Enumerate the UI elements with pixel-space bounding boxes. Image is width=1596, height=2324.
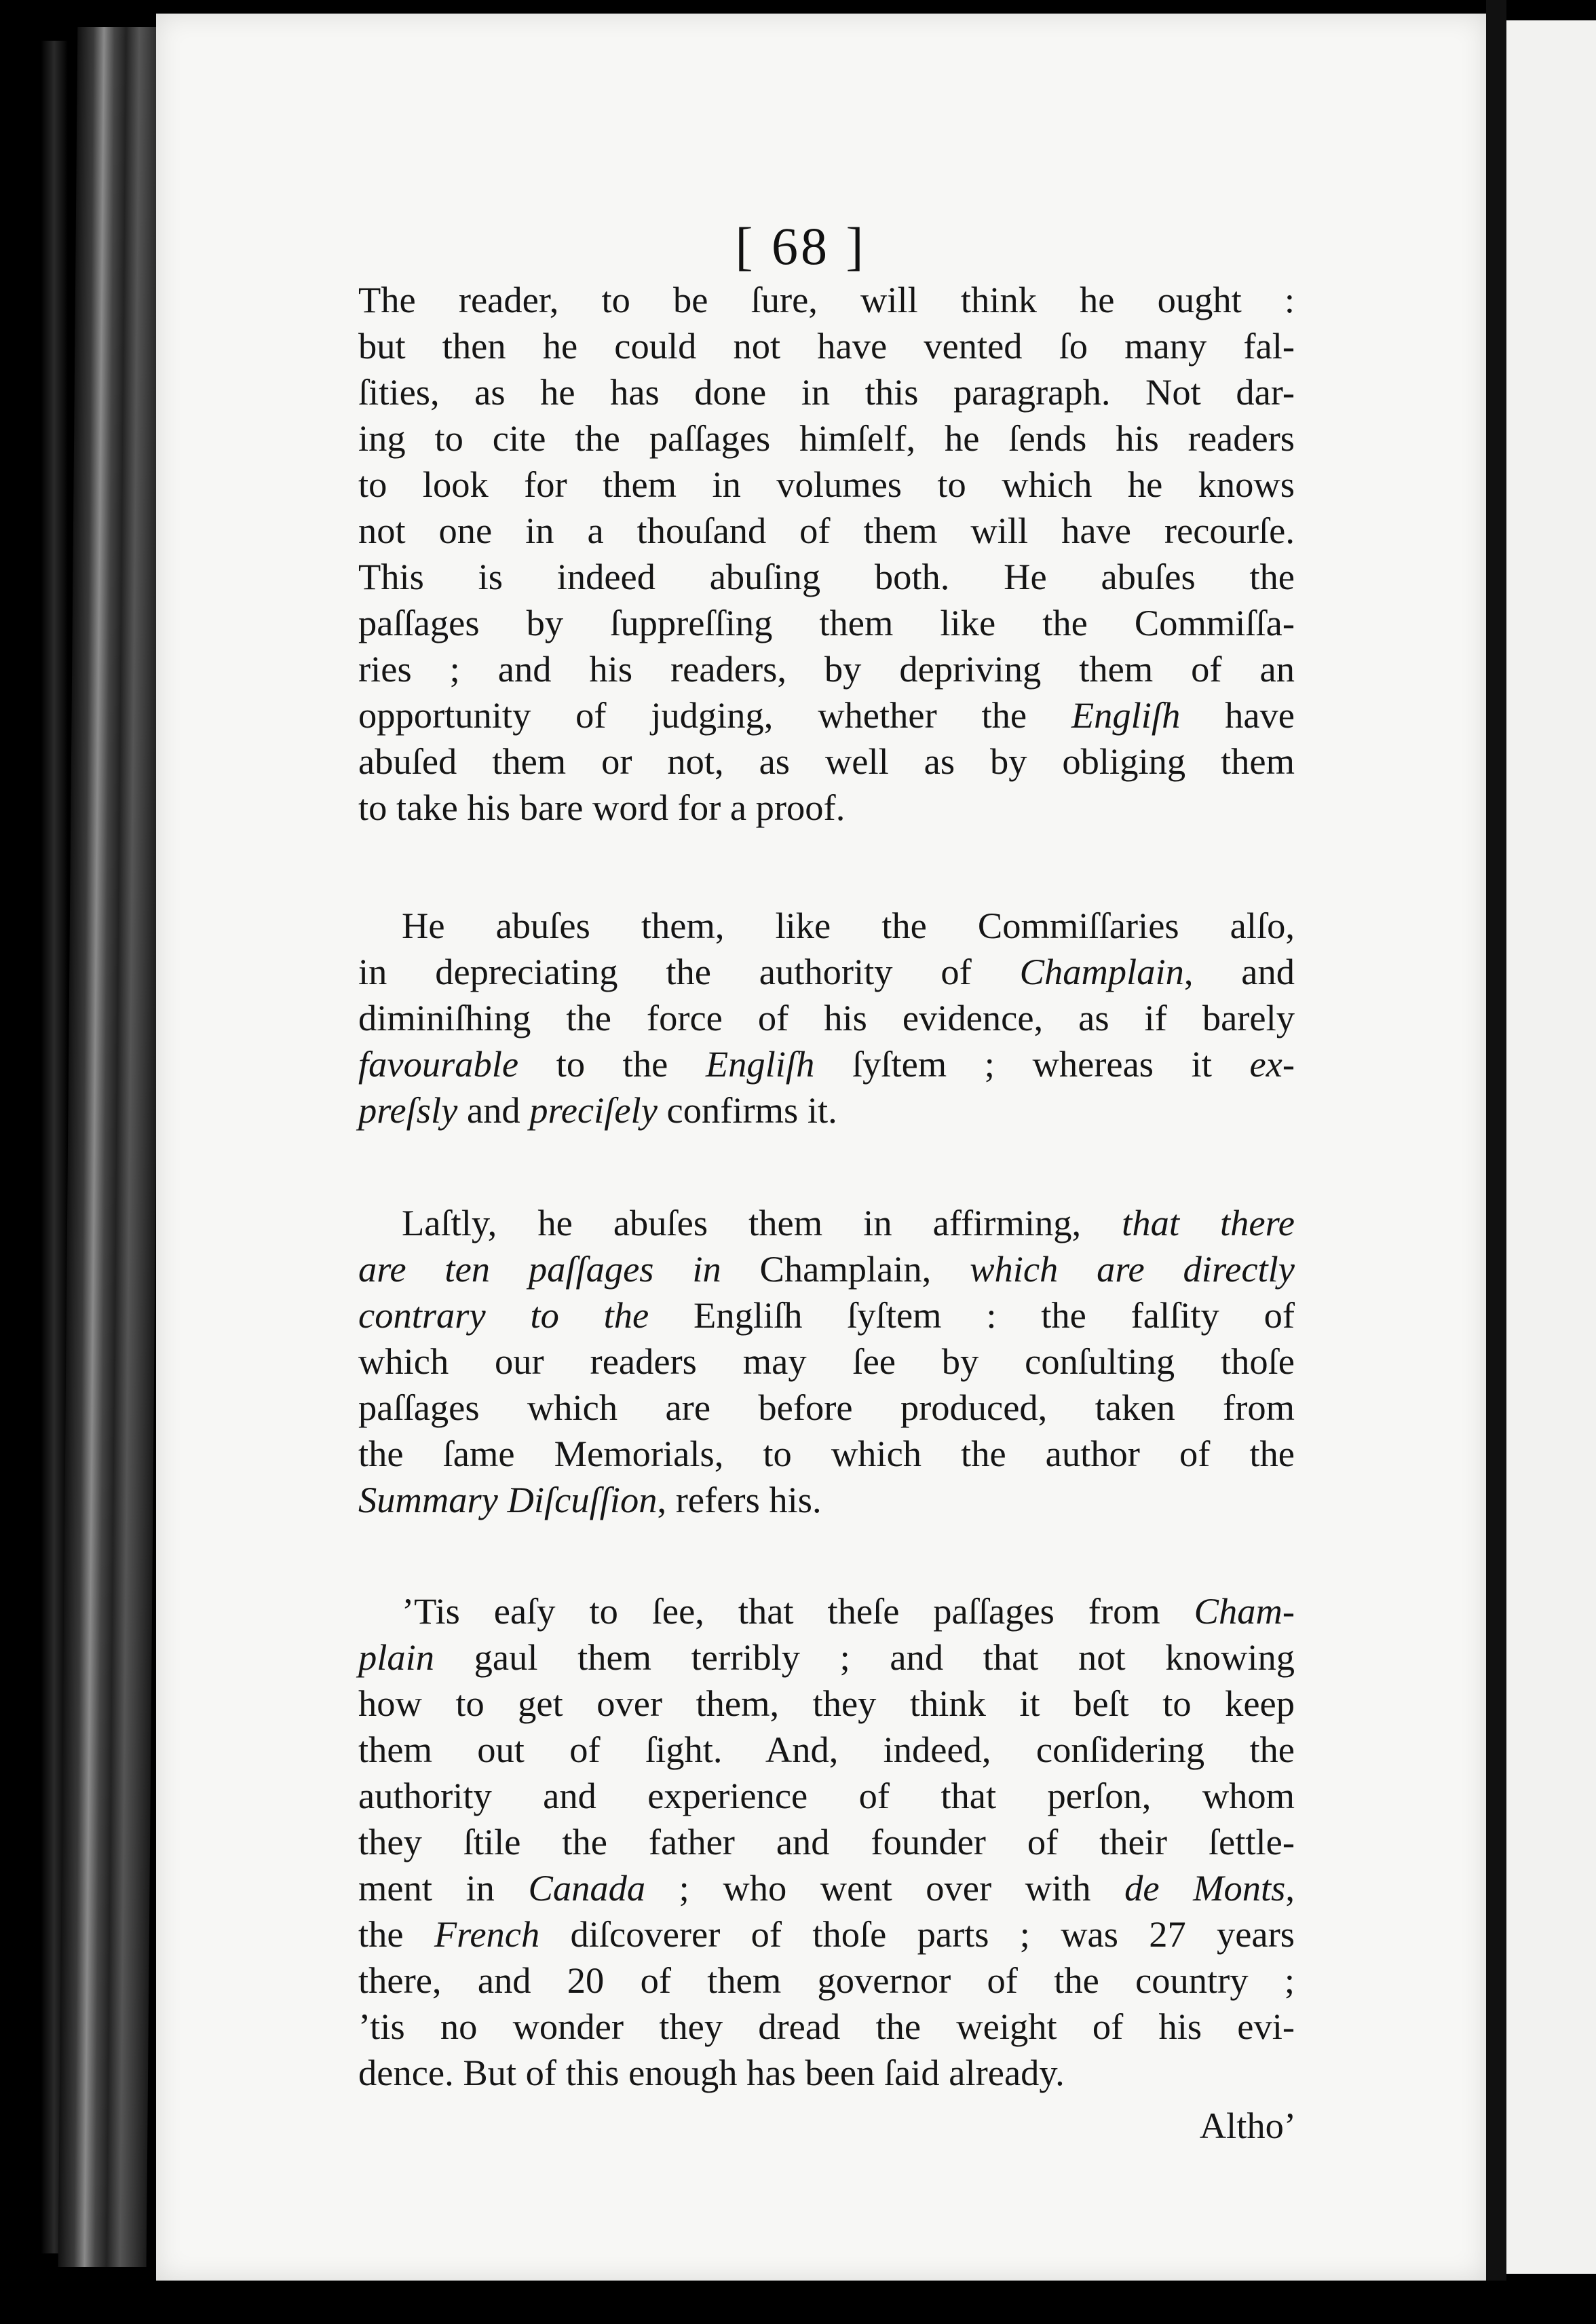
- gutter-shadow: [1486, 0, 1506, 2324]
- italic-text: Cham-: [1194, 1590, 1295, 1632]
- text-run: ; who went over with: [645, 1867, 1125, 1909]
- text-line: [358, 903, 1295, 949]
- text-line: [358, 2004, 1295, 2050]
- text-line: [358, 738, 1295, 785]
- text-line: [358, 1041, 1295, 1087]
- text-run: This is indeed abuſing both. He abuſes the: [358, 556, 1295, 597]
- text-line: [358, 1819, 1295, 1865]
- italic-text: plain: [358, 1636, 435, 1678]
- text-run: He abuſes them, like the Commiſſaries alſo,: [402, 905, 1295, 946]
- text-line: [358, 1246, 1295, 1292]
- text-line: [358, 1957, 1295, 2004]
- italic-text: Engliſh: [1071, 694, 1181, 736]
- text-run: Champlain,: [721, 1248, 970, 1290]
- text-run: but then he could not have vented ſo many fal-: [358, 325, 1295, 367]
- text-line: [358, 1477, 1295, 1523]
- book-spine: [58, 27, 166, 2267]
- text-run: ’tis no wonder they dread the weight of his evi-: [358, 2006, 1295, 2047]
- text-line: [358, 508, 1295, 554]
- italic-text: Canada: [528, 1867, 646, 1909]
- text-run: to look for them in volumes to which he knows: [358, 464, 1295, 505]
- text-line: [358, 462, 1295, 508]
- text-line: [358, 785, 1295, 831]
- italic-text: preciſely: [529, 1089, 658, 1131]
- text-run: diminiſhing the force of his evidence, as if barely: [358, 997, 1295, 1038]
- text-line: [358, 692, 1295, 738]
- text-run: confirms it.: [657, 1089, 837, 1131]
- text-run: abuſed them or not, as well as by obliging them: [358, 741, 1295, 782]
- text-line: [358, 1773, 1295, 1819]
- text-run: paſſages which are before produced, taken from: [358, 1387, 1295, 1428]
- italic-text: which are directly: [970, 1248, 1295, 1290]
- text-run: the: [358, 1913, 434, 1955]
- text-run: how to get over them, they think it beſt to keep: [358, 1683, 1295, 1724]
- text-line: [358, 600, 1295, 646]
- text-line: [358, 1588, 1295, 1634]
- text-run: Laſtly, he abuſes them in affirming,: [402, 1202, 1122, 1243]
- text-run: , and: [1183, 951, 1295, 992]
- italic-text: ex-: [1249, 1043, 1295, 1085]
- paragraph: [358, 903, 1295, 1133]
- text-line: [358, 1292, 1295, 1338]
- paragraph: [358, 1200, 1295, 1523]
- page-number: [ 68 ]: [735, 217, 867, 276]
- text-line: [358, 277, 1295, 323]
- text-run: them out of ſight. And, indeed, conſidering the: [358, 1729, 1295, 1770]
- text-line: [358, 1727, 1295, 1773]
- text-run: ries ; and his readers, by depriving them of an: [358, 648, 1295, 690]
- text-run: , refers his.: [657, 1479, 822, 1520]
- italic-text: de Monts: [1124, 1867, 1286, 1909]
- text-run: diſcoverer of thoſe parts ; was 27 years: [539, 1913, 1295, 1955]
- italic-text: favourable: [358, 1043, 519, 1085]
- scan-border: [0, 2281, 1596, 2324]
- text-run: ment in: [358, 1867, 529, 1909]
- text-line: [358, 995, 1295, 1041]
- italic-text: are ten paſſages in: [358, 1248, 721, 1290]
- text-run: ſyſtem ; whereas it: [814, 1043, 1250, 1085]
- text-line: [358, 1338, 1295, 1385]
- text-line: [358, 646, 1295, 692]
- text-line: [358, 1911, 1295, 1957]
- text-run: they ſtile the father and founder of their ſettle-: [358, 1821, 1295, 1862]
- text-run: ing to cite the paſſages himſelf, he ſends his readers: [358, 417, 1295, 459]
- text-run: gaul them terribly ; and that not knowing: [434, 1636, 1295, 1678]
- text-run: to take his bare word for a proof.: [358, 787, 846, 828]
- text-run: dence. But of this enough has been ſaid already.: [358, 2052, 1065, 2093]
- text-line: [358, 369, 1295, 415]
- text-run: and: [457, 1089, 530, 1131]
- text-line: [358, 1865, 1295, 1911]
- italic-text: Engliſh: [705, 1043, 815, 1085]
- text-line: [358, 323, 1295, 369]
- text-run: not one in a thouſand of them will have recourſe.: [358, 510, 1295, 551]
- text-run: ,: [1285, 1867, 1295, 1909]
- facing-page-edge: [1506, 20, 1596, 2274]
- paragraph: [358, 1588, 1295, 2096]
- text-line: [358, 1681, 1295, 1727]
- catchword: Altho’: [1199, 2105, 1296, 2146]
- italic-text: preſsly: [358, 1089, 458, 1131]
- text-line: [358, 554, 1295, 600]
- text-run: to the: [518, 1043, 706, 1085]
- italic-text: Champlain: [1019, 951, 1184, 992]
- text-run: paſſages by ſuppreſſing them like the Commiſſa-: [358, 602, 1295, 643]
- text-run: The reader, to be ſure, will think he ought :: [358, 279, 1295, 320]
- text-line: [358, 415, 1295, 462]
- text-run: opportunity of judging, whether the: [358, 694, 1071, 736]
- text-run: there, and 20 of them governor of the country ;: [358, 1960, 1295, 2001]
- text-line: [358, 949, 1295, 995]
- text-run: in depreciating the authority of: [358, 951, 1020, 992]
- text-line: [358, 1087, 1295, 1133]
- text-line: [358, 1200, 1295, 1246]
- text-run: have: [1180, 694, 1295, 736]
- text-run: which our readers may ſee by conſulting thoſe: [358, 1341, 1295, 1382]
- text-run: authority and experience of that perſon, whom: [358, 1775, 1295, 1816]
- text-line: [358, 1385, 1295, 1431]
- italic-text: Summary Diſcuſſion: [358, 1479, 658, 1520]
- text-line: [358, 2050, 1295, 2096]
- text-run: the ſame Memorials, to which the author of the: [358, 1433, 1295, 1474]
- paragraph: [358, 277, 1295, 831]
- text-run: ’Tis eaſy to ſee, that theſe paſſages from: [402, 1590, 1194, 1632]
- text-line: [358, 1431, 1295, 1477]
- text-run: Engliſh ſyſtem : the falſity of: [649, 1294, 1295, 1336]
- text-line: [358, 1634, 1295, 1681]
- italic-text: that there: [1122, 1202, 1295, 1243]
- text-run: ſities, as he has done in this paragraph. Not dar-: [358, 371, 1295, 413]
- italic-text: contrary to the: [358, 1294, 649, 1336]
- italic-text: French: [434, 1913, 540, 1955]
